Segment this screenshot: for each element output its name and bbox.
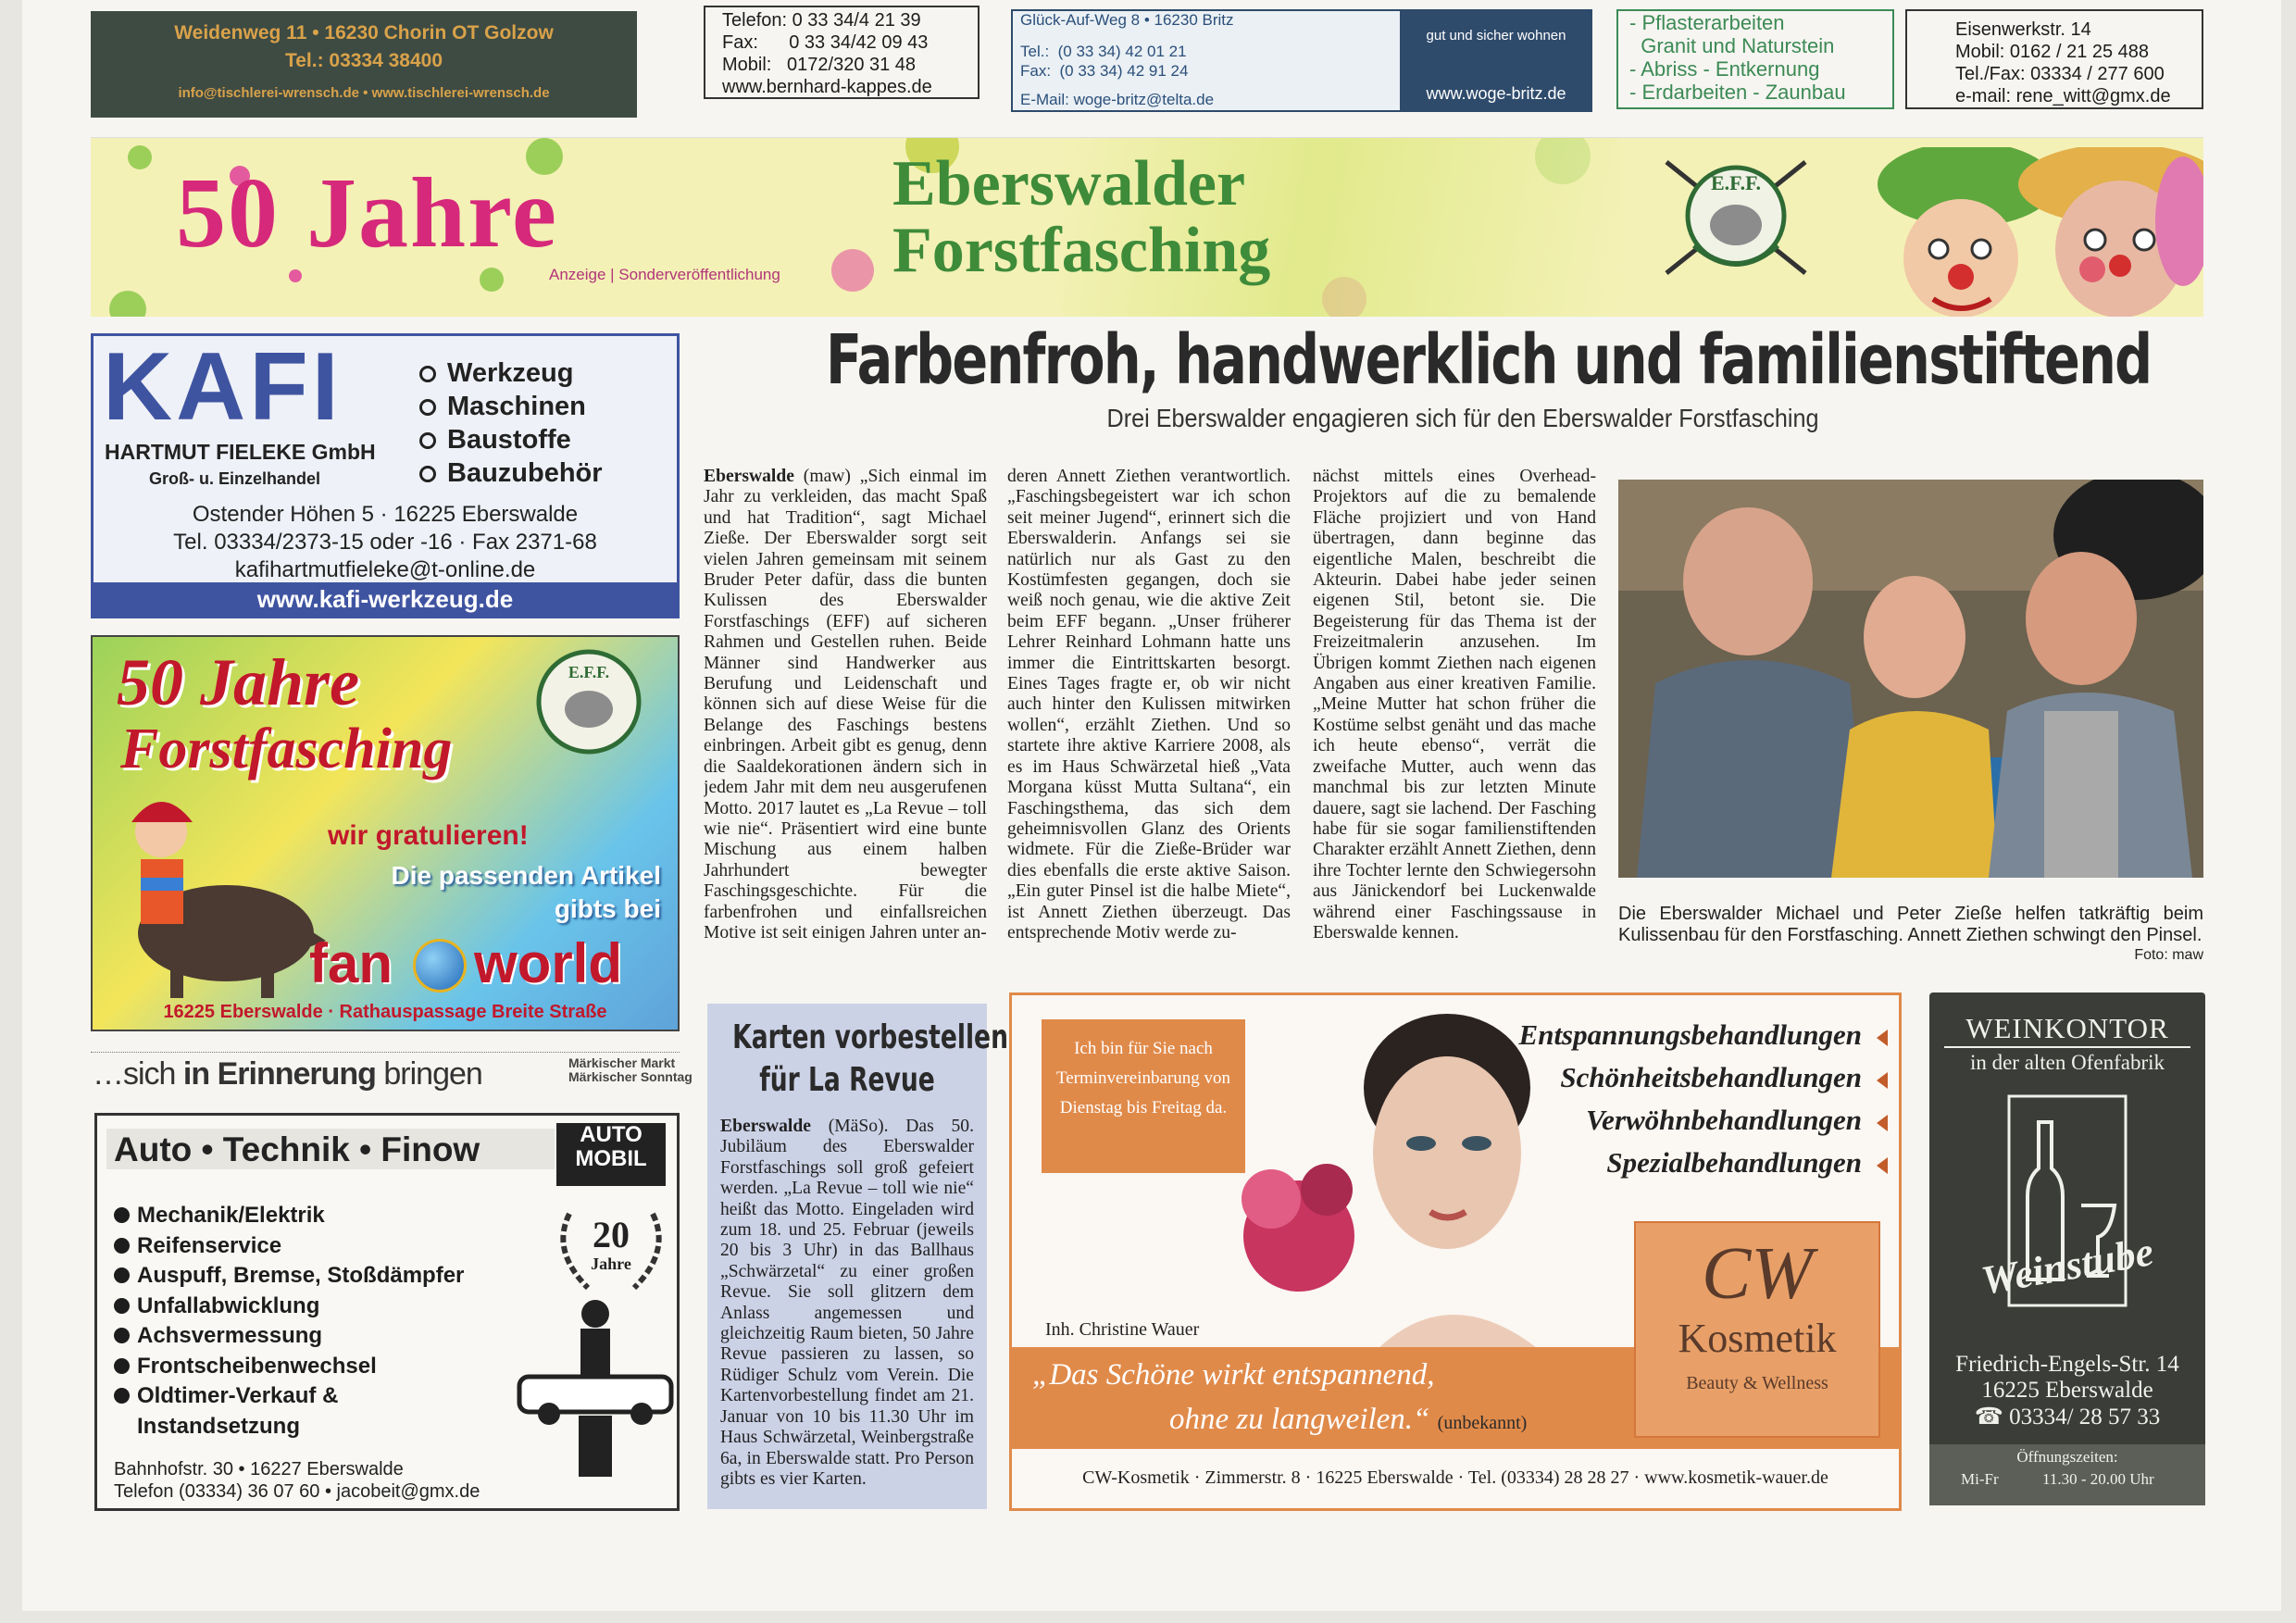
- ad-fanworld: [91, 635, 680, 1031]
- auto-service-item: Frontscheibenwechsel: [114, 1352, 464, 1382]
- woge-slogan: gut und sicher wohnen: [1426, 28, 1566, 44]
- woge-logo-panel: [1400, 11, 1592, 112]
- auto-service-item: Auspuff, Bremse, Stoßdämpfer: [114, 1261, 464, 1292]
- confetti-dot: [831, 249, 874, 292]
- circle-bullet-icon: [419, 366, 436, 382]
- woge-email[interactable]: E-Mail: woge-britz@telta.de: [1020, 91, 1215, 108]
- clown-faces-image: [1878, 147, 2203, 317]
- wein-title: WEINKONTOR: [1944, 1011, 2190, 1048]
- kafi-item: Werkzeug: [419, 356, 603, 390]
- karten-box: [707, 1004, 1008, 1509]
- woge-tel: Tel.: (0 33 34) 42 01 21: [1020, 43, 1187, 60]
- wein-days: Mi-Fr: [1961, 1470, 1999, 1488]
- ad-cw-kosmetik: [1009, 993, 1902, 1511]
- kafi-item: Baustoffe: [419, 423, 603, 456]
- circle-bullet-icon: [419, 432, 436, 449]
- fanworld-brand-right: world: [474, 932, 622, 994]
- witt-email[interactable]: e-mail: rene_witt@gmx.de: [1955, 86, 2171, 106]
- phone-icon: ☎: [1974, 1405, 2010, 1429]
- pflaster-item: - Abriss - Entkernung: [1629, 57, 1820, 81]
- confetti-dot: [109, 291, 146, 317]
- wein-hours-label: Öffnungszeiten:: [2016, 1448, 2118, 1466]
- fanworld-title2: Forstfasching: [120, 718, 453, 780]
- pflaster-item: - Pflasterarbeiten: [1629, 11, 1785, 34]
- triangle-left-icon: [1877, 1157, 1888, 1174]
- bullet-icon: [114, 1328, 130, 1343]
- ad-tischlerei: [91, 11, 637, 118]
- erinnerung-slogan: …sich in Erinnerung bringen: [93, 1056, 482, 1092]
- banner-note: Anzeige | Sonderveröffentlichung: [549, 266, 780, 283]
- woge-web[interactable]: www.woge-britz.de: [1426, 84, 1566, 103]
- kafi-address: Ostender Höhen 5 · 16225 Eberswalde: [192, 502, 579, 527]
- fanworld-congrats: wir gratulieren!: [328, 820, 529, 851]
- kafi-product-list: [419, 356, 603, 490]
- kafi-logo: KAFI: [103, 333, 343, 441]
- kappes-web[interactable]: www.bernhard-kappes.de: [722, 77, 932, 97]
- ad-kafi: [91, 333, 680, 618]
- kafi-subtitle: Groß- u. Einzelhandel: [149, 469, 321, 488]
- ad-kappes: [704, 6, 980, 99]
- auto-contact[interactable]: Telefon (03334) 36 07 60 • jacobeit@gmx.de: [114, 1481, 480, 1502]
- article-column-1: [704, 467, 987, 972]
- eff-logo-text: E.F.F.: [568, 663, 610, 681]
- banner-fifty-years: 50 Jahre: [176, 158, 558, 268]
- bullet-icon: [114, 1207, 130, 1223]
- ad-pflaster: [1616, 9, 1894, 109]
- ad-auto-technik: [94, 1113, 680, 1511]
- tischlerei-address: Weidenweg 11 • 16230 Chorin OT Golzow: [174, 22, 554, 44]
- auto-service-list: [114, 1201, 464, 1442]
- karten-text: Eberswalde (MäSo). Das 50. Jubiläum des Eberswalder Forstfaschings soll groß gefeiert werden. „La Revue – toll wie nie“ heißt das Motto. Eingeladen wird zum 18. und 25. Februar (jeweils 20 bis 3 Uhr) in das Ballhaus „Schwärzetal“ zu einer großen Revue. Sie soll glitzern dem Anlass angemessen und gleichzeitig Raum bieten, 50 Jahre Revue passieren zu lassen, so Rüdiger Schulz vom Verein. Die Kartenvorbestellung findet am 21. Januar von 10 bis 11.30 Uhr im Haus Schwärzetal, Weinbergstraße 6a, in Eberswalde statt. Pro Person gibts es vier Karten.: [720, 1117, 974, 1489]
- karten-title-2: für La Revue: [759, 1061, 935, 1099]
- kosmetik-owner: Inh. Christine Wauer: [1045, 1319, 1200, 1340]
- eff-logo-icon: [533, 646, 644, 757]
- pflaster-item: Granit und Naturstein: [1629, 34, 1835, 57]
- eff-logo-text: E.F.F.: [1710, 171, 1762, 194]
- kafi-email[interactable]: kafihartmutfieleke@t-online.de: [234, 557, 536, 582]
- bullet-icon: [114, 1358, 130, 1374]
- wein-script: Weinstube: [1978, 1229, 2157, 1304]
- kosmetik-appointment: Ich bin für Sie nach Terminvereinbarung von Dienstag bis Freitag da.: [1042, 1019, 1245, 1173]
- kappes-mobil: Mobil: 0172/320 31 48: [722, 55, 917, 75]
- witt-mobil: Mobil: 0162 / 21 25 488: [1955, 42, 2150, 62]
- article-photo-image: [1618, 480, 2203, 878]
- fanworld-title1: 50 Jahre: [117, 645, 360, 719]
- kosmetik-quote-line2: ohne zu langweilen.“ (unbekannt): [1169, 1403, 1528, 1436]
- wein-street: Friedrich-Engels-Str. 14: [1955, 1352, 2179, 1377]
- kafi-item: Maschinen: [419, 390, 603, 423]
- kosmetik-treatment-list: [1447, 1014, 1888, 1184]
- auto-service-item: Mechanik/Elektrik: [114, 1201, 464, 1231]
- circle-bullet-icon: [419, 466, 436, 482]
- kosmetik-treatment: Schönheitsbehandlungen: [1447, 1056, 1888, 1099]
- kosmetik-treatment: Verwöhnbehandlungen: [1447, 1099, 1888, 1142]
- auto-service-item-cont: Instandsetzung: [137, 1413, 301, 1439]
- article-column-3: nächst mittels eines Overhead-Projektors auf die zu bemalende Fläche projiziert und von Hand übertragen, dann beginne das eigentliche Malen, beschreibt die Akteurin. Dabei habe jeder seinen eigenen Stil, betont sie. Die Begeisterung für das Thema ist der Freizeitmalerin anzusehen. Im Übrigen kommt Ziethen nach eigenen Angaben aus einer kreativen Familie. „Meine Mutter hat schon früher die Kostüme selbst genäht und das mache ich heute ebenso“, verrät die zweifache Mutter, auch wenn das manchmal bis zur letzten Minute dauere, sagt sie lachend. Der Fasching habe für sie sogar familienstiftenden Charakter erzählt Annett Ziethen, denn ihre Tochter lernte den Schwiegersohn aus Jänickendorf bei Luckenwalde während einer Faschingssause in Eberswalde kennen.: [1313, 467, 1596, 943]
- fanworld-line2: gibts bei: [554, 894, 661, 923]
- auto-service-item: Unfallabwicklung: [114, 1292, 464, 1322]
- tischlerei-phone: Tel.: 03334 38400: [284, 50, 443, 71]
- photo-credit: Foto: maw: [2134, 947, 2203, 963]
- kafi-web[interactable]: www.kafi-werkzeug.de: [94, 582, 677, 616]
- triangle-left-icon: [1877, 1030, 1888, 1046]
- kappes-fax: Fax: 0 33 34/42 09 43: [722, 32, 929, 53]
- triangle-left-icon: [1877, 1072, 1888, 1089]
- kafi-item: Bauzubehör: [419, 456, 603, 490]
- article-col1-text: (maw) „Sich einmal im Jahr zu verkleiden, das macht Spaß und hat Tradition“, sagt Michael Zieße. Der Eberswalder sorgt seit vielen Jahren gemeinsam mit seinem Bruder Peter dafür, dass die bunten Kulissen des Eberswalder Forstfaschings (EFF) auf sicheren Rahmen und Gestellen ruhen. Beide Männer sind Handwerker aus Berufung und Leidenschaft und können sich auf diese Weise für die Belange des Faschings bestens einbringen. Arbeit gibt es genug, denn die Saaldekorationen ändern sich in jedem Jahr mit dem neu ausgerufenen Motto. 2017 lautet es „La Revue – toll wie nie“. Präsentiert wird eine bunte Mischung aus einem halben Jahrhundert bewegter Faschingsgeschichte. Für die farbenfrohen und einfallsreichen Motive ist seit einigen Jahren unter an-: [704, 467, 987, 943]
- mechanic-car-icon: [512, 1297, 677, 1482]
- article-headline: Farbenfroh, handwerklich und familienstiftend: [826, 320, 2152, 400]
- kosmetik-treatment: Spezialbehandlungen: [1447, 1142, 1888, 1184]
- witt-street: Eisenwerkstr. 14: [1955, 19, 2091, 40]
- auto-address: Bahnhofstr. 30 • 16227 Eberswalde: [114, 1459, 404, 1479]
- wein-city: 16225 Eberswalde: [1981, 1378, 2153, 1403]
- erinnerung-strip: [91, 1052, 693, 1092]
- kosmetik-treatment: Entspannungsbehandlungen: [1447, 1014, 1888, 1056]
- globe-icon: [413, 939, 467, 993]
- bullet-icon: [114, 1388, 130, 1404]
- confetti-dot: [289, 269, 302, 282]
- tischlerei-web[interactable]: info@tischlerei-wrensch.de • www.tischlerei-wrensch.de: [178, 85, 550, 101]
- ad-woge: [1011, 9, 1592, 112]
- erinnerung-brand: Märkischer Markt Märkischer Sonntag: [568, 1055, 693, 1084]
- article-photo-caption: Die Eberswalder Michael und Peter Zieße helfen tatkräftig beim Kulissenbau für den Forstfasching. Annett Ziethen schwingt den Pinsel.: [1618, 904, 2203, 945]
- article-dateline: Eberswalde: [704, 467, 794, 486]
- fanworld-brand-left: fan: [309, 932, 393, 994]
- auto-title: Auto • Technik • Finow: [114, 1130, 480, 1168]
- woge-fax: Fax: (0 33 34) 42 91 24: [1020, 62, 1189, 80]
- anniversary-banner: [91, 137, 2203, 317]
- kafi-company: HARTMUT FIELEKE GmbH: [105, 440, 376, 464]
- bullet-icon: [114, 1267, 130, 1283]
- automobil-logo: AUTO MOBIL: [556, 1123, 666, 1186]
- article-headline-wrap: [722, 320, 2203, 433]
- ad-witt: [1905, 9, 2203, 109]
- bullet-icon: [114, 1238, 130, 1254]
- clown-on-boar-image: [96, 785, 328, 998]
- banner-title-line2: Forstfasching: [892, 215, 1271, 286]
- circle-bullet-icon: [419, 399, 436, 416]
- cw-kosmetik-logo: CW Kosmetik Beauty & Wellness: [1634, 1221, 1880, 1438]
- karten-title-1: Karten vorbestellen: [732, 1018, 1008, 1056]
- years-number: 20: [593, 1214, 630, 1255]
- wein-phone: ☎ 03334/ 28 57 33: [1974, 1405, 2161, 1429]
- article-column-2: deren Annett Ziethen verantwortlich. „Faschingsbegeistert war ich schon seit meiner Jugend“, erinnert sich die Eberswalderin. Anfangs sei sie natürlich nur als Gast zu den Kostümfesten gegangen, doch sie weiß noch genau, wie die aktive Zeit beim EFF begann. „Unser früherer Lehrer Reinhard Lohmann hatte uns immer die Eintrittskarten besorgt. Eines Tages fragte er, ob wir nicht auch hinter den Kulissen mitwirken wollen“, erzählt Ziethen. Und so startete ihre aktive Karriere 2008, als es im Haus Schwärzetal hieß „Vata Morgana küsst Mutta Sultana“, ein Faschingsthema, das sich dem geheimnisvollen Glanz des Orients widmete. Für die Zieße-Brüder war dies ebenfalls die erste aktive Saison. „Ein guter Pinsel ist die halbe Miete“, ist Annett Ziethen überzeugt. Das entsprechende Motiv werde zu-: [1007, 467, 1291, 943]
- auto-service-item: Achsvermessung: [114, 1321, 464, 1352]
- laurel-badge-icon: [551, 1195, 671, 1297]
- kosmetik-quote-line1: „Das Schöne wirkt entspannend,: [1032, 1358, 1435, 1392]
- triangle-left-icon: [1877, 1115, 1888, 1131]
- banner-title-line1: Eberswalder: [892, 148, 1246, 219]
- ad-weinkontor: [1929, 993, 2205, 1505]
- fanworld-address: 16225 Eberswalde · Rathauspassage Breite Straße: [163, 1002, 607, 1022]
- bullet-icon: [114, 1298, 130, 1314]
- woge-address: Glück-Auf-Weg 8 • 16230 Britz: [1020, 11, 1234, 29]
- kafi-phone: Tel. 03334/2373-15 oder -16 · Fax 2371-68: [173, 530, 597, 555]
- wein-hours: 11.30 - 20.00 Uhr: [2042, 1470, 2154, 1488]
- wein-subtitle: in der alten Ofenfabrik: [1969, 1051, 2165, 1074]
- confetti-dot: [128, 145, 152, 169]
- fanworld-line1: Die passenden Artikel: [391, 861, 661, 890]
- pflaster-item: - Erdarbeiten - Zaunbau: [1629, 81, 1846, 104]
- kafi-contact: [94, 501, 677, 584]
- auto-service-item: Reifenservice: [114, 1231, 464, 1262]
- witt-tel: Tel./Fax: 03334 / 277 600: [1955, 64, 2165, 84]
- years-label: Jahre: [591, 1255, 631, 1273]
- kappes-phone: Telefon: 0 33 34/4 21 39: [722, 10, 921, 31]
- eff-logo-icon: [1657, 144, 1815, 282]
- article-subheadline: Drei Eberswalder engagieren sich für den Eberswalder Forstfasching: [1106, 404, 1819, 432]
- auto-service-item: Oldtimer-Verkauf &: [114, 1381, 464, 1412]
- kosmetik-footer[interactable]: CW-Kosmetik · Zimmerstr. 8 · 16225 Eberswalde · Tel. (03334) 28 28 27 · www.kosmetik-wauer.de: [1082, 1467, 1828, 1488]
